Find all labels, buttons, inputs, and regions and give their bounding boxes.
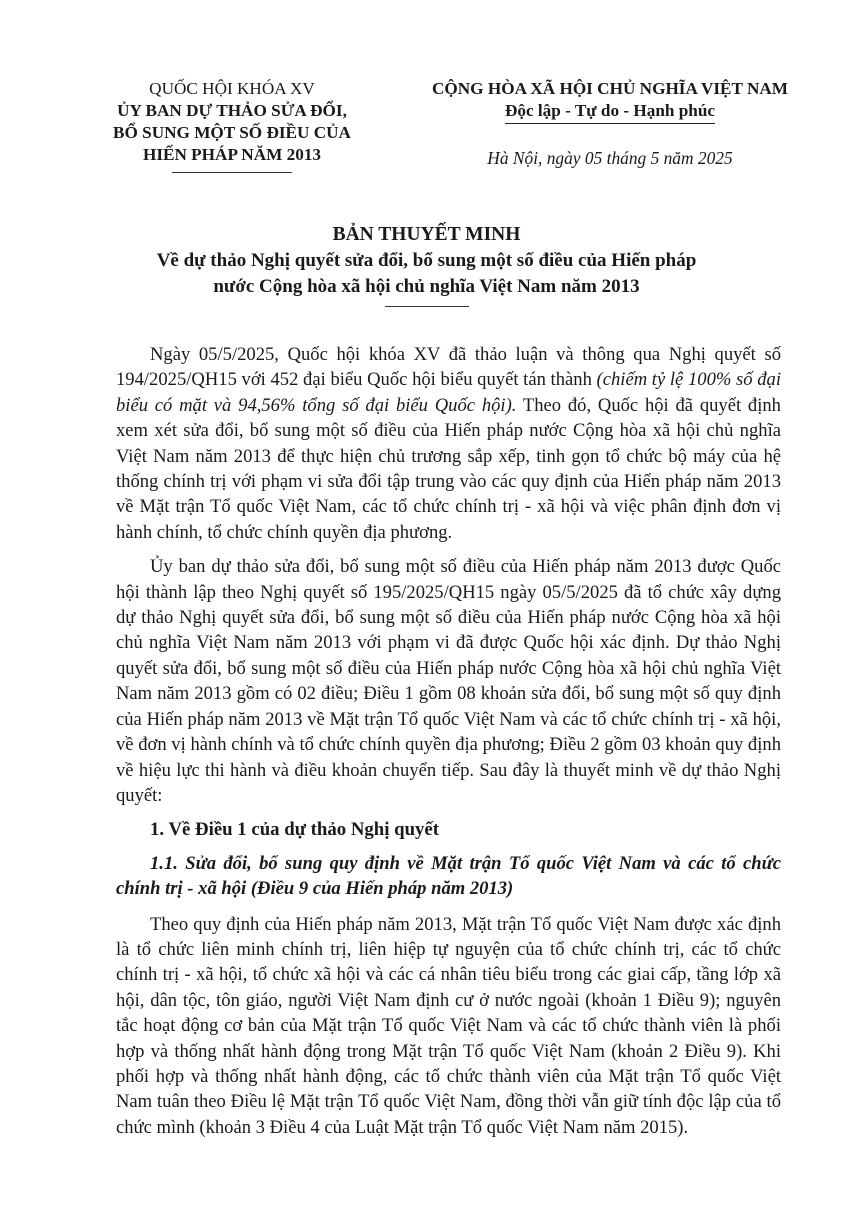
title-underline — [385, 306, 469, 307]
paragraph-3: Theo quy định của Hiến pháp năm 2013, Mặt trận Tổ quốc Việt Nam được xác định là tổ chức liên minh chính trị, liên hiệp tự nguyện của tổ chức chính trị, các tổ chức chính trị - xã hội, tổ chức xã hội và các cá nhân tiêu biểu trong các giai cấp, tầng lớp xã hội, dân tộc, tôn giáo, người Việt Nam định cư ở nước ngoài (khoản 1 Điều 9); nguyên tắc hoạt động cơ bản của Mặt trận Tổ quốc Việt Nam và các tổ chức thành viên là phối hợp và thống nhất hành động trong Mặt trận Tổ quốc Việt Nam (khoản 2 Điều 9). Khi phối hợp và thống nhất hành động, các tổ chức thành viên của Mặt trận Tổ quốc Việt Nam tuân theo Điều lệ Mặt trận Tổ quốc Việt Nam, đồng thời vẫn giữ tính độc lập của tổ chức mình (khoản 3 Điều 4 của Luật Mặt trận Tổ quốc Việt Nam năm 2015). — [116, 913, 781, 1138]
agency-line-4: HIẾN PHÁP NĂM 2013 — [142, 145, 322, 164]
document-subtitle-line-2: nước Cộng hòa xã hội chủ nghĩa Việt Nam năm 2013 — [213, 276, 640, 297]
paragraph-1-text-b: Theo đó, Quốc hội đã quyết định xem xét sửa đổi, bổ sung một số điều của Hiến pháp nước Cộng hòa xã hội chủ nghĩa Việt Nam năm 2013 để thực hiện chủ trương sắp xếp, tinh gọn tổ chức bộ máy của hệ thống chính trị với phạm vi sửa đổi tập trung vào các quy định của Hiến pháp năm 2013 về Mặt trận Tổ quốc Việt Nam, các tổ chức chính trị - xã hội và việc phân định đơn vị hành chính, tổ chức chính quyền địa phương. — [116, 394, 781, 543]
paragraph-1 — [116, 342, 781, 545]
paragraph-1-text-a: Ngày 05/5/2025, Quốc hội khóa XV đã thảo luận và thông qua Nghị quyết số 194/2025/QH15 với 452 đại biểu Quốc hội biểu quyết tán thành — [116, 344, 781, 391]
document-subtitle-line-1: Về dự thảo Nghị quyết sửa đổi, bổ sung một số điều của Hiến pháp — [156, 250, 697, 271]
agency-line-1: QUỐC HỘI KHÓA XV — [149, 79, 315, 98]
agency-line-2: ỦY BAN DỰ THẢO SỬA ĐỔI, — [117, 101, 347, 120]
national-motto: Độc lập - Tự do - Hạnh phúc — [505, 100, 715, 124]
paragraph-2: Ủy ban dự thảo sửa đổi, bổ sung một số điều của Hiến pháp năm 2013 được Quốc hội thành lập theo Nghị quyết số 195/2025/QH15 ngày 05/5/2025 đã tổ chức xây dựng dự thảo Nghị quyết sửa đổi, bổ sung một số điều của Hiến pháp nước Cộng hòa xã hội chủ nghĩa Việt Nam năm 2013 với phạm vi đã được Quốc hội xác định. Dự thảo Nghị quyết sửa đổi, bổ sung một số điều của Hiến pháp nước Cộng hòa xã hội chủ nghĩa Việt Nam năm 2013 gồm có 02 điều; Điều 1 gồm 08 khoản sửa đổi, bổ sung một số quy định của Hiến pháp năm 2013 về Mặt trận Tổ quốc Việt Nam và các tổ chức chính trị - xã hội, về đơn vị hành chính và tổ chức chính quyền địa phương; Điều 2 gồm 03 khoản quy định về hiệu lực thi hành và điều khoản chuyển tiếp. Sau đây là thuyết minh về dự thảo Nghị quyết: — [116, 556, 781, 806]
agency-underline — [172, 172, 292, 173]
agency-line-3: BỔ SUNG MỘT SỐ ĐIỀU CỦA — [113, 123, 351, 142]
document-date: Hà Nội, ngày 05 tháng 5 năm 2025 — [487, 148, 733, 168]
document-title: BẢN THUYẾT MINH — [332, 224, 521, 245]
subsection-heading-1-1: 1.1. Sửa đổi, bổ sung quy định về Mặt trận Tổ quốc Việt Nam và các tổ chức chính trị - xã hội (Điều 9 của Hiến pháp năm 2013) — [116, 852, 781, 900]
country-name: CỘNG HÒA XÃ HỘI CHỦ NGHĨA VIỆT NAM — [431, 79, 789, 98]
document-body — [116, 342, 781, 1149]
paragraph-1-italic: (chiếm tỷ lệ 100% số đại biểu có mặt và 94,56% tổng số đại biểu Quốc hội). — [116, 369, 781, 416]
issuing-agency-block — [96, 78, 368, 173]
section-heading-1: 1. Về Điều 1 của dự thảo Nghị quyết — [150, 819, 440, 841]
document-title-block — [60, 222, 793, 307]
national-header-block — [400, 78, 820, 169]
